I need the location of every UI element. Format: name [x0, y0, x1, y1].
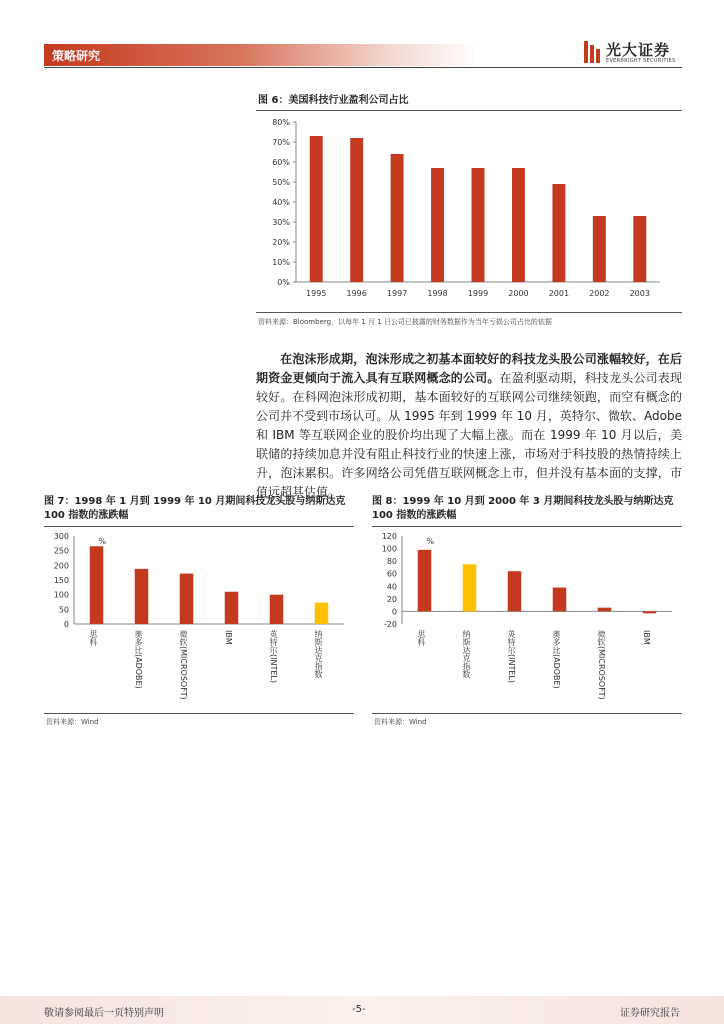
- fig6-y-tick-label: 40%: [272, 198, 290, 207]
- fig6-bar: [391, 154, 404, 282]
- figure6-title-rule: [256, 110, 682, 111]
- figure7-title: 图 7：1998 年 1 月到 1999 年 10 月期间科技龙头股与纳斯达克 100 指数的涨跌幅: [44, 496, 346, 521]
- figure8-title-rule: [372, 526, 682, 527]
- fig6-x-tick-label: 1998: [427, 289, 448, 298]
- fig6-x-tick-label: 2000: [508, 289, 529, 298]
- fig8-y-tick-label: 20: [386, 594, 397, 604]
- fig7-x-tick-label: 纳斯达克指数: [314, 630, 323, 678]
- footer-report-type: 证券研究报告: [620, 1008, 680, 1019]
- fig6-y-tick-label: 50%: [272, 178, 290, 187]
- body-rest: 在盈利驱动期，科技龙头公司表现较好。在科网泡沫形成初期，基本面较好的互联网公司继续领跑，而空有概念的公司并不受到市场认可。从 1995 年到 1999 年 10 月，英特尔、微软、Adobe 和 IBM 等互联网企业的股价均出现了大幅上涨。而在 1999 年 10 月以后，美联储的持续加息并没有阻止科技行业的快速上涨，市场对于科技股的热情持续上升，泡沫累积。许多网络公司凭借互联网概念上市，但并没有基本面的支撑，市值远超其估值。: [256, 371, 682, 499]
- figure8-source: 资料来源：Wind: [374, 718, 427, 726]
- header-divider: [44, 67, 682, 68]
- fig6-x-tick-label: 1997: [386, 289, 408, 298]
- figure6-chart: [256, 112, 682, 312]
- fig7-y-tick-label: 0: [63, 620, 69, 629]
- fig6-bar: [350, 138, 363, 282]
- fig6-bar: [633, 216, 646, 282]
- figure6-source: 资料来源：Bloomberg，以每年 1 月 1 日公司已披露的财务数据作为当年亏损公司占比的依据: [258, 318, 552, 326]
- figure7-chart: [44, 528, 354, 712]
- figure7-title-rule: [44, 526, 354, 527]
- figure6-title: 图 6：美国科技行业盈利公司占比: [258, 95, 409, 106]
- fig8-y-tick-label: 40: [386, 582, 397, 592]
- fig8-y-tick-label: 60: [386, 569, 397, 579]
- fig8-y-tick-label: 100: [381, 544, 397, 554]
- figure7-source: 资料来源：Wind: [46, 718, 99, 726]
- fig6-bar: [310, 136, 323, 282]
- fig7-y-tick-label: 250: [53, 546, 69, 556]
- fig6-y-tick-label: 30%: [272, 218, 290, 227]
- fig8-x-tick-label: 奥多比(ADOBE): [552, 630, 561, 689]
- footer-disclaimer-link[interactable]: 敬请参阅最后一页特别声明: [44, 1008, 164, 1019]
- logo-mark-icon: [582, 39, 602, 65]
- fig7-y-tick-label: 50: [58, 605, 69, 615]
- figure8-source-rule: [372, 713, 682, 714]
- fig6-x-tick-label: 1995: [306, 289, 327, 298]
- fig8-unit-label: %: [426, 537, 435, 546]
- fig6-y-tick-label: 70%: [272, 138, 290, 147]
- fig8-bar: [508, 571, 522, 611]
- fig6-y-tick-label: 10%: [272, 258, 290, 267]
- fig7-y-tick-label: 200: [53, 561, 69, 571]
- fig6-bar: [431, 168, 444, 282]
- fig7-bar: [90, 546, 104, 624]
- fig6-x-tick-label: 1996: [346, 289, 367, 298]
- fig6-x-tick-label: 2003: [629, 289, 650, 298]
- figure7-source-rule: [44, 713, 354, 714]
- fig6-bar: [593, 216, 606, 282]
- page-number: -5-: [352, 1004, 366, 1015]
- body-bold-intro: 在泡沫形成期，泡沫形成之初基本面较好的科技龙头股公司涨幅较好，在后期资金更倾向于流入具有互联网概念的公司。: [256, 352, 682, 385]
- fig8-y-tick-label: -20: [383, 620, 397, 629]
- logo-text-cn: 光大证券: [606, 41, 671, 59]
- fig7-bar: [180, 574, 194, 624]
- fig6-x-tick-label: 2001: [548, 289, 570, 298]
- fig8-y-tick-label: 120: [381, 532, 397, 541]
- fig7-y-tick-label: 300: [53, 532, 69, 541]
- fig6-y-tick-label: 20%: [272, 238, 290, 247]
- header-banner: [44, 44, 480, 66]
- fig6-x-tick-label: 1999: [467, 289, 489, 298]
- fig6-y-tick-label: 80%: [272, 118, 290, 127]
- figure8-title: 图 8：1999 年 10 月到 2000 年 3 月期间科技龙头股与纳斯达克 100 指数的涨跌幅: [372, 496, 674, 521]
- fig8-bar: [643, 611, 657, 613]
- fig7-bar: [315, 603, 329, 624]
- fig8-y-tick-label: 0: [391, 607, 397, 617]
- company-logo: [582, 39, 682, 67]
- fig7-unit-label: %: [98, 537, 107, 546]
- fig8-x-tick-label: 纳斯达克指数: [462, 630, 471, 678]
- fig7-x-tick-label: 奥多比(ADOBE): [134, 630, 143, 689]
- fig6-y-tick-label: 60%: [272, 158, 290, 167]
- logo-text-en: EVERBRIGHT SECURITIES: [606, 58, 676, 64]
- fig6-bar: [552, 184, 565, 282]
- section-label: 策略研究: [52, 49, 101, 63]
- fig6-y-tick-label: 0%: [277, 278, 290, 287]
- fig8-x-tick-label: 英特尔(INTEL): [507, 630, 516, 683]
- fig7-x-tick-label: 英特尔(INTEL): [269, 630, 278, 683]
- fig7-x-tick-label: 微软(MICROSOFT): [179, 630, 188, 700]
- fig8-bar: [418, 550, 432, 612]
- fig6-x-tick-label: 2002: [589, 289, 610, 298]
- fig8-bar: [598, 608, 612, 612]
- fig8-bar: [463, 564, 477, 611]
- fig8-x-tick-label: IBM: [642, 630, 651, 645]
- fig7-bar: [225, 592, 239, 624]
- fig7-x-tick-label: 思科: [89, 630, 98, 646]
- fig7-bar: [270, 595, 284, 624]
- fig8-y-tick-label: 80: [386, 557, 397, 567]
- fig7-y-tick-label: 100: [53, 590, 69, 600]
- fig8-x-tick-label: 微软(MICROSOFT): [597, 630, 606, 700]
- fig7-bar: [135, 569, 149, 624]
- fig8-bar: [553, 588, 567, 612]
- fig6-bar: [472, 168, 485, 282]
- fig7-x-tick-label: IBM: [224, 630, 233, 645]
- body-paragraph: [256, 350, 682, 502]
- figure8-chart: [372, 528, 682, 712]
- fig7-y-tick-label: 150: [53, 576, 69, 585]
- fig8-x-tick-label: 思科: [417, 630, 426, 646]
- figure6-source-rule: [256, 312, 682, 313]
- fig6-bar: [512, 168, 525, 282]
